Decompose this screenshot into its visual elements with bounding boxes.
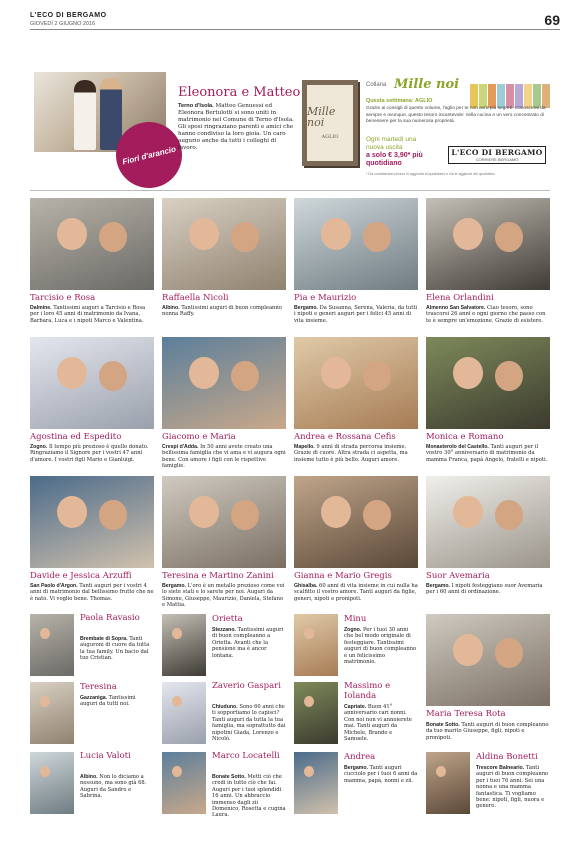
wish-caption [30, 583, 154, 602]
face-shape [189, 357, 219, 389]
wish-caption [30, 305, 154, 324]
wish-place: Bergamo. [426, 583, 450, 589]
wish-place: Brembate di Sopra. [80, 636, 128, 642]
wish-text: Buon 41° anniversario cari nonni. Con noi non vi annoierete mai. Tanti auguri da Michele, Brando e Samuele. [344, 704, 412, 743]
face-shape [495, 222, 522, 252]
wish-name-elena-orlandini: Elena Orlandini [426, 293, 494, 303]
eco-logo [448, 146, 546, 164]
face-shape [453, 496, 483, 528]
wish-name-suor-avemaria: Suor Avemaria [426, 571, 490, 581]
wish-caption [30, 444, 154, 463]
wish-name-davide-e-jessica-arzuffi: Davide e Jessica Arzuffi [30, 571, 132, 581]
wish-name-aldina-bonetti: Aldina Bonetti [476, 752, 538, 762]
wish-text: Tanti auguri per il vostro 30° anniversario di matrimonio da mamma Franca, papà Angelo, fratelli e nipoti. [426, 444, 548, 463]
page-number: 69 [544, 12, 560, 28]
wish-place: Mapello. [294, 444, 315, 450]
face-shape [40, 766, 51, 777]
face-shape [172, 696, 183, 707]
hero-text: Matteo Genuessi ed Eleonora Bertulotti si sono uniti in matrimonio nel Comune di Terno d'Isola. Gli sposi ringraziano parenti e amici che hanno condiviso la loro gioia. Un caro augurio anche da tutti i colleghi di lavoro. [178, 103, 294, 151]
face-shape [495, 638, 522, 668]
newspaper-name: L'ECO DI BERGAMO [30, 12, 107, 19]
wish-photo-massimo-e-iolanda [294, 682, 338, 744]
face-shape [453, 357, 483, 389]
wish-text: Tantissimi auguri da tutti noi. [80, 695, 136, 708]
wish-photo-andrea-e-rossana-cefis [294, 337, 418, 429]
wish-photo-aldina-bonetti [426, 752, 470, 814]
wish-place: Dalmine. [30, 305, 52, 311]
hero-title: Eleonora e Matteo [178, 85, 301, 100]
wish-text: Per i tuoi 30 anni che bel modo originale di festeggiare. Tantissimi auguri di buon compleanno e un felicissimo matrimonio. [344, 627, 417, 666]
ad-offer [366, 136, 434, 168]
wish-caption [212, 627, 286, 659]
book-subtitle: AGLIO [321, 134, 339, 140]
wish-text: Tanti auguri di buon compleanno da tuo marito Giuseppe, figli, nipoti e pronipoti. [426, 722, 549, 741]
wish-name-tarcisio-e-rosa: Tarcisio e Rosa [30, 293, 96, 303]
face-shape [363, 222, 390, 252]
wish-caption [344, 704, 418, 742]
wish-caption [476, 765, 550, 810]
wish-name-marco-locatelli: Marco Locatelli [212, 751, 280, 761]
wish-caption [344, 627, 418, 665]
ad-description: Grazie ai consigli di questo volume, l'aglio per te non avrà più segreti. Conoscerai da sempre e ovunque, questo tesoro incantevole: nella cucina e un vero concentrato di benessere per la sua numerosa proprietà. [366, 106, 546, 125]
wish-name-andrea: Andrea [344, 752, 376, 762]
wish-name-massimo-e-iolanda: Massimo e Iolanda [344, 681, 391, 701]
wish-name-paola-ravasio: Paola Ravasio [80, 613, 140, 623]
wish-text: Non lo diciamo a nessuno, ma sono già 68. Auguri da Sandro e Sabrina. [80, 774, 147, 800]
hero-caption [178, 103, 296, 152]
face-shape [57, 496, 87, 528]
wish-text: Tanti auguri di buon compleanno per i tuoi 76 anni. Sei una nonna e una mamma fantastica. Ti vogliamo bene: nipoti, figli, nuora e genero. [476, 765, 549, 810]
collana-label: Collana [366, 82, 387, 88]
wish-text: L'oro è un metallo prezioso come voi lo siete stati e lo sarete per noi. Auguri da Simone, Giuseppe, Maurizio, Daniela, Stefano e Mattia. [162, 583, 285, 609]
wish-place: Zogno. [30, 444, 48, 450]
wish-photo-marco-locatelli [162, 752, 206, 814]
wish-photo-minu [294, 614, 338, 676]
wish-place: Chiuduno. [212, 704, 238, 710]
ad-note: * Da considerarsi prezzo in aggiunta al quotidiano e via le aggiunte dei quotidiani. [366, 172, 496, 176]
wish-name-monica-e-romano: Monica e Romano [426, 432, 504, 442]
face-shape [495, 361, 522, 391]
face-shape [231, 222, 258, 252]
wish-text: Sono 60 anni che ti sopportiamo lo capisci? Tanti auguri da tutta la tua famiglia, ma soprattutto dai nipotini Giada, Lorenzo e Nicolò. [212, 704, 286, 743]
face-shape [304, 766, 315, 777]
face-shape [321, 357, 351, 389]
wish-caption [162, 583, 286, 609]
face-shape [40, 628, 51, 639]
face-shape [231, 500, 258, 530]
wish-caption [426, 583, 550, 596]
page-header [30, 12, 560, 72]
wish-photo-giacomo-e-maria [162, 337, 286, 429]
face-shape [304, 628, 315, 639]
wish-place: Albino. [80, 774, 98, 780]
face-shape [363, 500, 390, 530]
wish-caption [162, 444, 286, 470]
wish-photo-monica-e-romano [426, 337, 550, 429]
wish-place: Albino. [162, 305, 180, 311]
face-shape [40, 696, 51, 707]
wish-text: I nipoti festeggiano suor Avemaria per i 60 anni di ordinazione. [426, 583, 543, 596]
wish-caption [80, 636, 154, 662]
wish-caption [294, 305, 418, 324]
face-shape [495, 500, 522, 530]
wish-photo-pia-e-maurizio [294, 198, 418, 290]
wish-place: Bonate Sotto. [212, 774, 246, 780]
collana-name: Mille noi [394, 77, 460, 92]
face-shape [57, 218, 87, 250]
wish-caption [294, 444, 418, 463]
wish-text: Tanti auguri per i vostri 4 anni di matrimonio dal bellissimo frutto che ne è nato. Vi voglio bene. Thomas. [30, 583, 154, 602]
wish-text: Ciao tesoro, sono trascorsi 26 anni e ogni giorno che passo con te è sempre un'emozione. Grazie di esistere. [426, 305, 546, 324]
wish-text: Tanti auguroni di cuore da tutta la tua family. Un bacio dal tuo Cristian. [80, 636, 150, 662]
wish-photo-tarcisio-e-rosa [30, 198, 154, 290]
logo-sub: CORRIERE BERGAMO [475, 157, 519, 162]
wish-text: Tantissimi auguri di buon compleanno a Orietta. Avanti che la pensione ina è ancor lontana. [212, 627, 284, 659]
face-shape [99, 500, 126, 530]
face-shape [453, 634, 483, 666]
wish-name-giacomo-e-maria: Giacomo e Maria [162, 432, 236, 442]
face-shape [189, 218, 219, 250]
issue-date: GIOVEDÌ 2 GIUGNO 2016 [30, 21, 96, 27]
wish-name-orietta: Orietta [212, 614, 243, 624]
face-shape [321, 218, 351, 250]
face-shape [321, 496, 351, 528]
wish-name-gianna-e-mario-gregis: Gianna e Mario Gregis [294, 571, 392, 581]
book-advertisement[interactable] [302, 74, 548, 182]
wish-text: Tanti auguri cucciolo per i tuoi 6 anni da mamma, papà, nonni e zii. [344, 765, 418, 784]
face-shape [99, 222, 126, 252]
wish-name-raffaella-nicoli: Raffaella Nicoli [162, 293, 229, 303]
ad-week: Questa settimana: AGLIO [366, 98, 433, 104]
face-shape [172, 766, 183, 777]
face-shape [189, 496, 219, 528]
wish-caption [426, 722, 550, 741]
wish-place: Trescore Balneario. [476, 765, 525, 771]
wish-text: 9 anni di strada percorsa insieme. Grazie di cuore. Altra strada ci aspetta, ma insieme tutto è più bello. Auguri amore. [294, 444, 408, 463]
face-shape [304, 696, 315, 707]
wish-name-andrea-e-rossana-cefis: Andrea e Rossana Cefis [294, 432, 396, 442]
wish-name-lucia-valoti: Lucia Valoti [80, 751, 131, 761]
wish-caption [162, 305, 286, 318]
wish-text: Tantissimi auguri a Tarcisio e Rosa per i loro 45 anni di matrimonio da Ivana, Barbara, Luca e i nipoti Marco e Valentina. [30, 305, 146, 324]
wish-place: Gazzaniga. [80, 695, 108, 701]
wish-photo-suor-avemaria [426, 476, 550, 568]
wish-photo-agostina-ed-espedito [30, 337, 154, 429]
wish-caption [426, 444, 550, 463]
logo-main: L'ECO DI BERGAMO [451, 148, 543, 157]
wish-caption [344, 765, 418, 784]
wish-place: Bergamo. [162, 583, 186, 589]
wish-place: Bergamo. [294, 305, 318, 311]
wish-text: 60 anni di vita insieme in cui nulla ha scalfitto il vostro amore. Tanti auguri da figlie, generi, nipoti e pronipoti. [294, 583, 418, 602]
hero-place: Terno d'Isola. [178, 103, 214, 109]
book-cover [302, 80, 358, 166]
wish-photo-andrea [294, 752, 338, 814]
wish-photo-zaverio-gaspari [162, 682, 206, 744]
wish-caption [212, 774, 286, 819]
wish-photo-raffaella-nicoli [162, 198, 286, 290]
book-spines [470, 84, 550, 108]
wish-name-pia-e-maurizio: Pia e Maurizio [294, 293, 357, 303]
wish-caption [80, 774, 154, 800]
wish-caption [212, 704, 286, 742]
wish-place: Crespi d'Adda. [162, 444, 199, 450]
wish-photo-paola-ravasio [30, 614, 74, 676]
wish-text: Da Susanna, Serena, Valeria, da tutti i nipoti e generi auguri per i felici 45 anni di vita insieme. [294, 305, 418, 324]
wish-place: Stezzano. [212, 627, 236, 633]
wish-text: Metti ciò che credi in tutto ciò che fai. Auguri per i tuoi splendidi 16 anni. Un abbraccio immenso dagli zii Domenico, Rosetta e cugina Laura. [212, 774, 286, 819]
wish-name-agostina-ed-espedito: Agostina ed Espedito [30, 432, 122, 442]
fiori-arancio-badge: Fiori d'arancio [109, 115, 189, 195]
book-title: Mille noi [307, 105, 336, 129]
wish-photo-teresina-e-martino-zanini [162, 476, 286, 568]
face-shape [172, 628, 183, 639]
wish-text: In 50 anni avete creato una bellissima famiglia che vi ama e vi augura ogni bene. Con amore i figli con le rispettive famiglie. [162, 444, 286, 470]
wish-photo-gianna-e-mario-gregis [294, 476, 418, 568]
wish-caption [426, 305, 550, 324]
wish-photo-maria-teresa-rota [426, 614, 550, 706]
wish-place: Bonate Sotto. [426, 722, 460, 728]
wish-photo-davide-e-jessica-arzuffi [30, 476, 154, 568]
face-shape [453, 218, 483, 250]
wish-text: Tantissimi auguri di buon compleanno nonna Raffy. [162, 305, 282, 318]
wish-photo-teresina [30, 682, 74, 744]
wish-name-zaverio-gaspari: Zaverio Gaspari [212, 681, 281, 691]
wish-place: Monasterolo del Castello. [426, 444, 489, 450]
ad-new-line: Ogni martedì una nuova uscita [366, 136, 417, 151]
face-shape [231, 361, 258, 391]
wish-place: Zogno. [344, 627, 362, 633]
bride-figure [74, 80, 96, 150]
face-shape [363, 361, 390, 391]
face-shape [99, 361, 126, 391]
wish-place: San Paolo d'Argon. [30, 583, 78, 589]
wish-photo-orietta [162, 614, 206, 676]
face-shape [436, 766, 447, 777]
header-rule [30, 29, 560, 30]
wish-text: Il tempo più prezioso è quello donato. Ringraziamo il Signore per i vostri 47 anni d'amore. I vostri figli Mario e Gianluigi. [30, 444, 149, 463]
wish-name-maria-teresa-rota: Maria Teresa Rota [426, 709, 506, 719]
section-divider [30, 190, 550, 191]
wish-place: Ghisalba. [294, 583, 318, 589]
ad-price: a solo € 3,90* più quotidiano [366, 152, 423, 167]
wish-name-teresina-e-martino-zanini: Teresina e Martino Zanini [162, 571, 274, 581]
wish-caption [80, 695, 154, 708]
wish-place: Capriate. [344, 704, 367, 710]
face-shape [57, 357, 87, 389]
wish-place: Almenno San Salvatore. [426, 305, 486, 311]
wish-name-teresina: Teresina [80, 682, 117, 692]
wish-place: Bergamo. [344, 765, 368, 771]
wish-caption [294, 583, 418, 602]
wish-name-minu: Minu [344, 614, 367, 624]
wish-photo-elena-orlandini [426, 198, 550, 290]
wish-photo-lucia-valoti [30, 752, 74, 814]
